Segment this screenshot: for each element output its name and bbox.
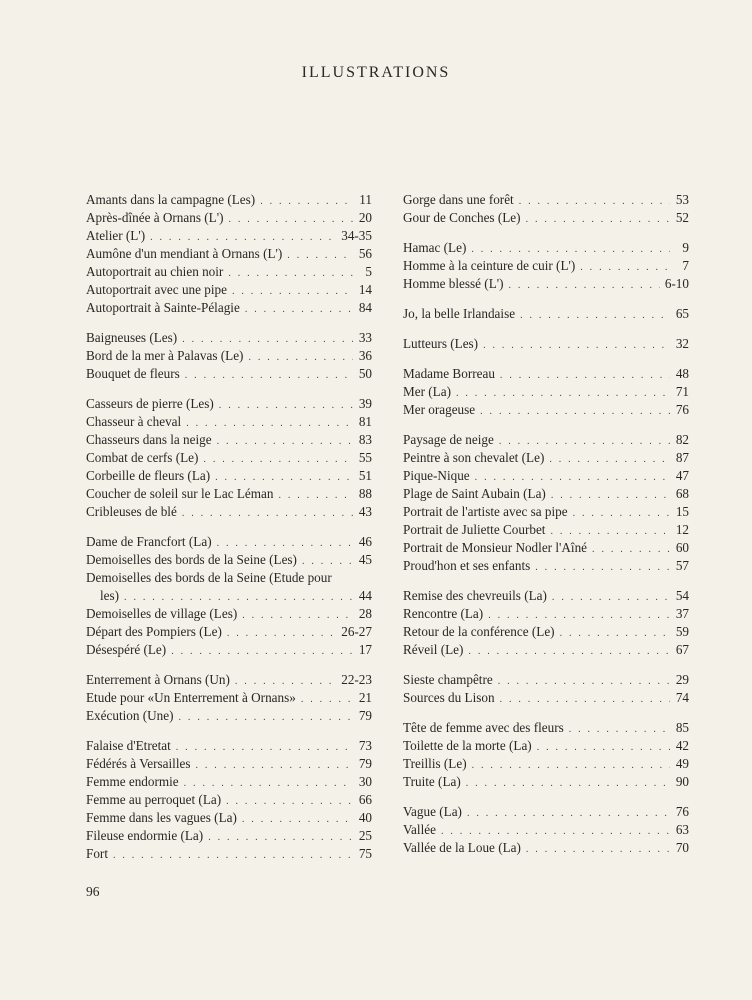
- index-group: [403, 803, 689, 857]
- entry-page: 60: [675, 540, 689, 555]
- index-entry: [86, 671, 372, 689]
- index-entry: [86, 299, 372, 317]
- index-entry: [403, 641, 689, 659]
- dot-leader: [456, 385, 670, 403]
- entry-title: Tête de femme avec des fleurs: [403, 720, 564, 735]
- entry-title-continuation: les): [100, 588, 120, 603]
- entry-title: Combat de cerfs (Le): [86, 450, 199, 465]
- entry-title: Gorge dans une forêt: [403, 192, 514, 207]
- entry-page: 83: [358, 432, 372, 447]
- index-entry: [403, 257, 689, 275]
- index-entry: [403, 191, 689, 209]
- entry-title: Femme au perroquet (La): [86, 792, 222, 807]
- dot-leader: [560, 625, 670, 643]
- index-entry: [403, 623, 689, 641]
- entry-title: Casseurs de pierre (Les): [86, 396, 214, 411]
- dot-leader: [176, 739, 353, 757]
- dot-leader: [480, 403, 670, 421]
- entry-title: Sieste champêtre: [403, 672, 493, 687]
- index-entry: [86, 503, 372, 521]
- entry-page: 50: [358, 366, 372, 381]
- index-entry: [403, 719, 689, 737]
- dot-leader: [171, 643, 353, 661]
- entry-page: 36: [358, 348, 372, 363]
- entry-page: 67: [675, 642, 689, 657]
- entry-title: Réveil (Le): [403, 642, 464, 657]
- entry-page: 90: [675, 774, 689, 789]
- dot-leader: [509, 277, 660, 295]
- dot-leader: [467, 805, 670, 823]
- dot-leader: [520, 307, 670, 325]
- index-entry: [403, 239, 689, 257]
- dot-leader: [232, 283, 353, 301]
- dot-leader: [526, 211, 670, 229]
- index-entry: [403, 539, 689, 557]
- index-entry: [86, 449, 372, 467]
- entry-title: Dame de Francfort (La): [86, 534, 212, 549]
- entry-title: Bouquet de fleurs: [86, 366, 180, 381]
- entry-page: 37: [675, 606, 689, 621]
- entry-title: Enterrement à Ornans (Un): [86, 672, 230, 687]
- index-entry: [86, 413, 372, 431]
- dot-leader: [179, 709, 353, 727]
- entry-title: Rencontre (La): [403, 606, 484, 621]
- entry-title: Treillis (Le): [403, 756, 467, 771]
- index-entry: [403, 485, 689, 503]
- index-entry: [403, 467, 689, 485]
- entry-title: Retour de la conférence (Le): [403, 624, 555, 639]
- dot-leader: [466, 775, 670, 793]
- index-entry: [403, 275, 689, 293]
- entry-page: 11: [359, 192, 372, 207]
- entry-page: 46: [358, 534, 372, 549]
- entry-title: Atelier (L'): [86, 228, 146, 243]
- index-entry: [403, 305, 689, 323]
- entry-page: 85: [675, 720, 689, 735]
- dot-leader: [526, 841, 670, 859]
- index-entry: [403, 755, 689, 773]
- entry-page: 75: [358, 846, 372, 861]
- entry-title: Baigneuses (Les): [86, 330, 178, 345]
- entry-page: 55: [358, 450, 372, 465]
- entry-page: 65: [675, 306, 689, 321]
- entry-title: Sources du Lison: [403, 690, 495, 705]
- entry-title: Homme blessé (L'): [403, 276, 504, 291]
- dot-leader: [537, 739, 670, 757]
- index-entry: [403, 383, 689, 401]
- dot-leader: [552, 589, 670, 607]
- index-group: [403, 431, 689, 575]
- entry-title: Désespéré (Le): [86, 642, 167, 657]
- entry-page: 29: [675, 672, 689, 687]
- index-entry: [403, 335, 689, 353]
- entry-page: 49: [675, 756, 689, 771]
- index-entry: [86, 827, 372, 845]
- index-group: [403, 587, 689, 659]
- dot-leader: [498, 673, 670, 691]
- entry-page: 81: [358, 414, 372, 429]
- index-entry: [86, 533, 372, 551]
- index-entry: [403, 557, 689, 575]
- dot-leader: [500, 691, 670, 709]
- entry-page: 88: [358, 486, 372, 501]
- index-entry: [86, 227, 372, 245]
- index-entry: [86, 329, 372, 347]
- entry-page: 45: [358, 552, 372, 567]
- dot-leader: [228, 265, 353, 283]
- index-entry: [403, 671, 689, 689]
- entry-title: Hamac (Le): [403, 240, 467, 255]
- entry-title: Etude pour «Un Enterrement à Ornans»: [86, 690, 296, 705]
- index-entry: [86, 431, 372, 449]
- index-group: [403, 305, 689, 323]
- entry-page: 15: [675, 504, 689, 519]
- dot-leader: [245, 301, 353, 319]
- entry-title: Toilette de la morte (La): [403, 738, 532, 753]
- dot-leader: [227, 625, 336, 643]
- entry-title: Falaise d'Etretat: [86, 738, 171, 753]
- index-entry: [86, 707, 372, 725]
- entry-title: Truite (La): [403, 774, 461, 789]
- index-group: [86, 395, 372, 521]
- entry-title: Après-dînée à Ornans (L'): [86, 210, 224, 225]
- entry-page: 25: [358, 828, 372, 843]
- entry-page: 63: [675, 822, 689, 837]
- entry-title: Autoportrait à Sainte-Pélagie: [86, 300, 240, 315]
- entry-page: 30: [358, 774, 372, 789]
- entry-title: Chasseurs dans la neige: [86, 432, 212, 447]
- dot-leader: [185, 367, 353, 385]
- entry-page: 57: [675, 558, 689, 573]
- index-entry: [86, 641, 372, 659]
- dot-leader: [500, 367, 670, 385]
- index-entry: [86, 467, 372, 485]
- index-entry: [86, 605, 372, 623]
- index-entry-continuation: [86, 587, 372, 605]
- index-entry: [403, 737, 689, 755]
- entry-page: 33: [358, 330, 372, 345]
- entry-page: 76: [675, 804, 689, 819]
- entry-page: 32: [675, 336, 689, 351]
- dot-leader: [580, 259, 670, 277]
- index-entry: [403, 209, 689, 227]
- entry-title: Plage de Saint Aubain (La): [403, 486, 546, 501]
- index-group: [403, 335, 689, 353]
- entry-title: Mer (La): [403, 384, 451, 399]
- entry-page: 44: [358, 588, 372, 603]
- dot-leader: [242, 811, 353, 829]
- dot-leader: [248, 349, 353, 367]
- entry-page: 5: [365, 264, 372, 279]
- index-group: [403, 191, 689, 227]
- index-group: [86, 737, 372, 863]
- index-entry: [403, 587, 689, 605]
- entry-page: 34-35: [341, 228, 372, 243]
- entry-title: Pique-Nique: [403, 468, 470, 483]
- entry-title: Portrait de l'artiste avec sa pipe: [403, 504, 568, 519]
- entry-title: Peintre à son chevalet (Le): [403, 450, 545, 465]
- entry-page: 54: [675, 588, 689, 603]
- index-entry: [86, 773, 372, 791]
- entry-title: Vallée de la Loue (La): [403, 840, 521, 855]
- index-entry: [86, 347, 372, 365]
- entry-page: 40: [358, 810, 372, 825]
- entry-title: Coucher de soleil sur le Lac Léman: [86, 486, 274, 501]
- entry-title: Femme dans les vagues (La): [86, 810, 237, 825]
- index-group: [86, 671, 372, 725]
- entry-title: Portrait de Monsieur Nodler l'Aîné: [403, 540, 588, 555]
- index-entry: [86, 791, 372, 809]
- index-entry: [86, 809, 372, 827]
- index-entry: [403, 773, 689, 791]
- dot-leader: [301, 691, 353, 709]
- entry-title: Mer orageuse: [403, 402, 476, 417]
- page-title: ILLUSTRATIONS: [301, 64, 451, 81]
- dot-leader: [226, 793, 353, 811]
- index-group: [403, 719, 689, 791]
- entry-title: Départ des Pompiers (Le): [86, 624, 222, 639]
- index-entry: [403, 839, 689, 857]
- entry-page: 87: [675, 450, 689, 465]
- entry-title: Madame Borreau: [403, 366, 495, 381]
- entry-title: Chasseur à cheval: [86, 414, 182, 429]
- index-column-right: [403, 191, 689, 869]
- index-entry: [86, 623, 372, 641]
- dot-leader: [219, 397, 353, 415]
- entry-page: 7: [682, 258, 689, 273]
- index-entry: [403, 401, 689, 419]
- entry-title: Amants dans la campagne (Les): [86, 192, 256, 207]
- dot-leader: [203, 451, 353, 469]
- entry-page: 52: [675, 210, 689, 225]
- entry-page: 17: [358, 642, 372, 657]
- dot-leader: [113, 847, 353, 865]
- entry-page: 48: [675, 366, 689, 381]
- entry-title: Vague (La): [403, 804, 462, 819]
- entry-page: 71: [675, 384, 689, 399]
- entry-title: Corbeille de fleurs (La): [86, 468, 211, 483]
- entry-page: 39: [358, 396, 372, 411]
- dot-leader: [182, 505, 353, 523]
- entry-page: 59: [675, 624, 689, 639]
- dot-leader: [535, 559, 670, 577]
- dot-leader: [468, 643, 670, 661]
- entry-title: Gour de Conches (Le): [403, 210, 521, 225]
- index-entry: [403, 689, 689, 707]
- entry-page: 76: [675, 402, 689, 417]
- entry-page: 56: [358, 246, 372, 261]
- index-entry: [86, 395, 372, 413]
- entry-title: Proud'hon et ses enfants: [403, 558, 531, 573]
- index-entry: [86, 551, 372, 569]
- index-entry: [403, 521, 689, 539]
- dot-leader: [573, 505, 670, 523]
- index-group: [403, 671, 689, 707]
- index-entry: [86, 569, 372, 587]
- entry-page: 53: [675, 192, 689, 207]
- entry-page: 20: [358, 210, 372, 225]
- entry-page: 79: [358, 756, 372, 771]
- dot-leader: [260, 193, 353, 211]
- dot-leader: [278, 487, 353, 505]
- dot-leader: [229, 211, 354, 229]
- index-entry: [86, 191, 372, 209]
- index-entry: [86, 755, 372, 773]
- dot-leader: [242, 607, 353, 625]
- entry-title: Fileuse endormie (La): [86, 828, 204, 843]
- entry-title: Exécution (Une): [86, 708, 174, 723]
- entry-title: Autoportrait au chien noir: [86, 264, 224, 279]
- index-entry: [86, 209, 372, 227]
- entry-page: 9: [682, 240, 689, 255]
- dot-leader: [208, 829, 353, 847]
- entry-title: Remise des chevreuils (La): [403, 588, 547, 603]
- dot-leader: [519, 193, 670, 211]
- entry-page: 22-23: [341, 672, 372, 687]
- entry-page: 47: [675, 468, 689, 483]
- entry-page: 28: [358, 606, 372, 621]
- dot-leader: [472, 757, 670, 775]
- entry-page: 12: [675, 522, 689, 537]
- index-entry: [403, 449, 689, 467]
- index-column-left: [86, 191, 372, 875]
- dot-leader: [569, 721, 670, 739]
- entry-title: Autoportrait avec une pipe: [86, 282, 227, 297]
- entry-page: 43: [358, 504, 372, 519]
- entry-page: 70: [675, 840, 689, 855]
- index-entry: [86, 365, 372, 383]
- dot-leader: [549, 451, 670, 469]
- entry-title: Femme endormie: [86, 774, 179, 789]
- dot-leader: [592, 541, 670, 559]
- dot-leader: [287, 247, 353, 265]
- entry-page: 51: [358, 468, 372, 483]
- entry-title: Demoiselles des bords de la Seine (Les): [86, 552, 297, 567]
- entry-page: 74: [675, 690, 689, 705]
- index-group: [86, 191, 372, 317]
- index-entry: [86, 737, 372, 755]
- entry-title: Demoiselles des bords de la Seine (Etude pour: [86, 570, 332, 585]
- index-entry: [86, 263, 372, 281]
- entry-title: Fort: [86, 846, 108, 861]
- dot-leader: [551, 487, 670, 505]
- dot-leader: [217, 433, 353, 451]
- entry-title: Homme à la ceinture de cuir (L'): [403, 258, 576, 273]
- entry-page: 79: [358, 708, 372, 723]
- index-entry: [86, 689, 372, 707]
- entry-page: 68: [675, 486, 689, 501]
- index-entry: [403, 431, 689, 449]
- entry-title: Aumône d'un mendiant à Ornans (L'): [86, 246, 283, 261]
- entry-page: 21: [358, 690, 372, 705]
- entry-title: Demoiselles de village (Les): [86, 606, 238, 621]
- dot-leader: [196, 757, 354, 775]
- index-entry: [403, 821, 689, 839]
- entry-page: 82: [675, 432, 689, 447]
- entry-page: 14: [358, 282, 372, 297]
- entry-title: Paysage de neige: [403, 432, 494, 447]
- entry-title: Fédérés à Versailles: [86, 756, 191, 771]
- entry-title: Lutteurs (Les): [403, 336, 479, 351]
- dot-leader: [483, 337, 670, 355]
- index-group: [403, 239, 689, 293]
- index-entry: [86, 245, 372, 263]
- page-number: 96: [86, 884, 100, 899]
- entry-title: Vallée: [403, 822, 436, 837]
- entry-title: Jo, la belle Irlandaise: [403, 306, 516, 321]
- entry-title: Bord de la mer à Palavas (Le): [86, 348, 244, 363]
- index-group: [86, 533, 372, 659]
- index-entry: [86, 845, 372, 863]
- index-group: [86, 329, 372, 383]
- index-entry: [403, 365, 689, 383]
- entry-page: 26-27: [341, 624, 372, 639]
- index-entry: [403, 803, 689, 821]
- entry-page: 6-10: [664, 276, 689, 291]
- entry-page: 84: [358, 300, 372, 315]
- index-entry: [403, 605, 689, 623]
- index-group: [403, 365, 689, 419]
- index-entry: [86, 281, 372, 299]
- entry-title: Cribleuses de blé: [86, 504, 177, 519]
- index-entry: [86, 485, 372, 503]
- entry-page: 66: [358, 792, 372, 807]
- entry-page: 42: [675, 738, 689, 753]
- entry-page: 73: [358, 738, 372, 753]
- entry-title: Portrait de Juliette Courbet: [403, 522, 546, 537]
- index-entry: [403, 503, 689, 521]
